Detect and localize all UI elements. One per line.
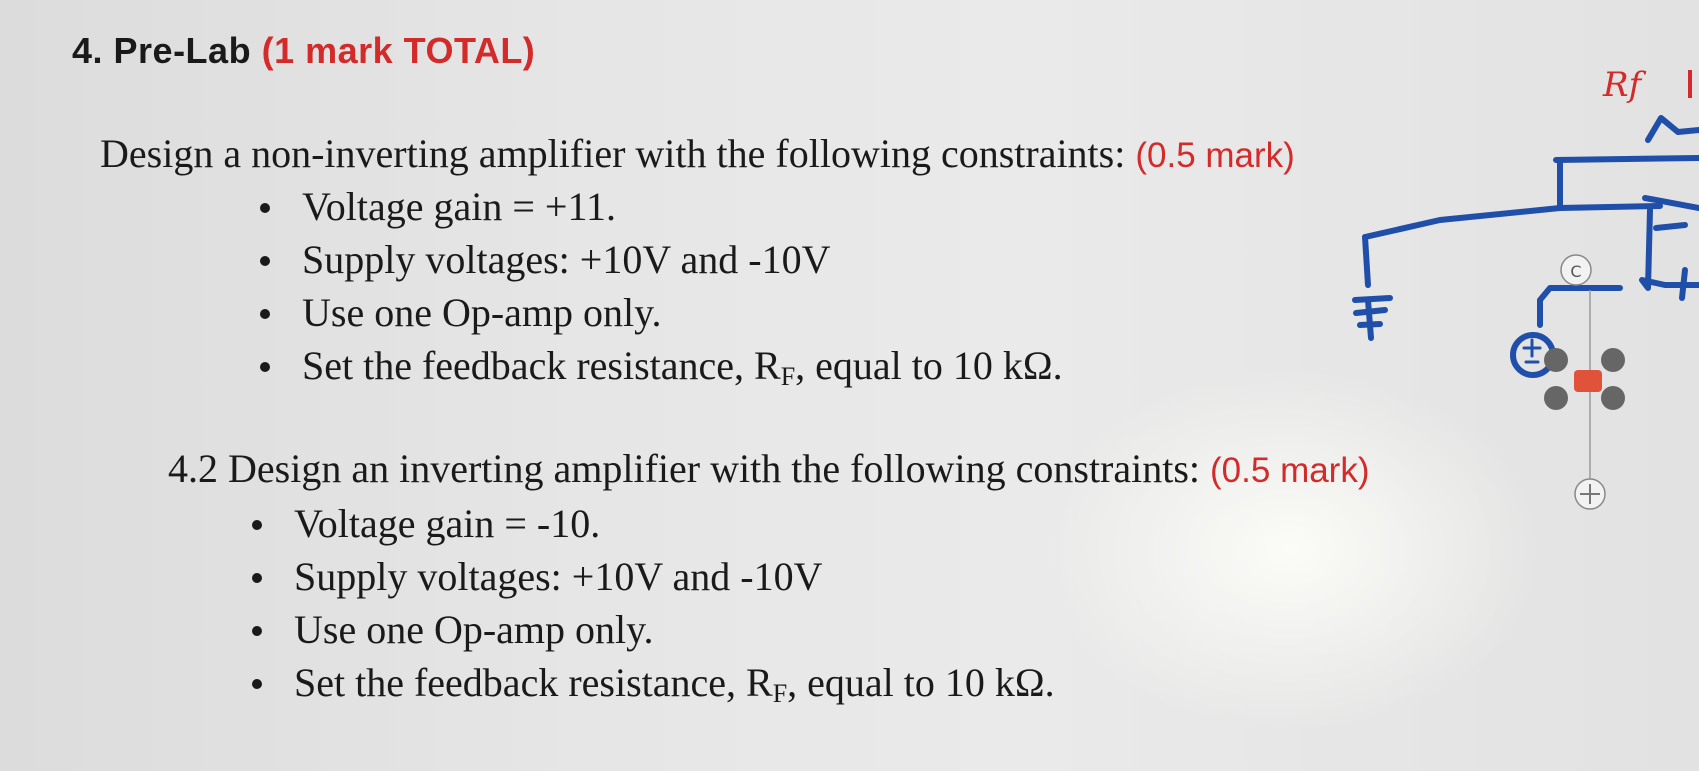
section2-title-text: 4.2 Design an inverting amplifier with the following constraints: xyxy=(168,446,1201,491)
resize-handle[interactable] xyxy=(1601,386,1625,410)
resistor-stroke xyxy=(1648,118,1699,140)
list-item: Voltage gain = +11. xyxy=(250,180,1063,233)
section2-title xyxy=(168,445,1370,492)
list-item: Supply voltages: +10V and -10V xyxy=(250,233,1063,286)
shape-anchor[interactable] xyxy=(1574,370,1602,392)
list-item: Use one Op-amp only. xyxy=(250,286,1063,339)
section1-list xyxy=(250,180,1063,392)
heading-mark: (1 mark TOTAL) xyxy=(261,30,536,71)
heading-number: 4. Pre-Lab xyxy=(72,30,252,71)
resize-handle[interactable] xyxy=(1544,386,1568,410)
blue-wires xyxy=(1355,118,1699,375)
resize-handle[interactable] xyxy=(1601,348,1625,372)
rotate-handle-label: C xyxy=(1570,262,1582,281)
section1-title-text: Design a non-inverting amplifier with the following constraints: xyxy=(100,131,1126,176)
handwritten-label: Rf xyxy=(1603,65,1642,105)
section1-mark: (0.5 mark) xyxy=(1135,136,1295,175)
page-heading xyxy=(72,30,535,72)
section2-mark: (0.5 mark) xyxy=(1210,451,1370,490)
resize-handle[interactable] xyxy=(1544,348,1568,372)
circuit-sketch[interactable] xyxy=(1300,50,1699,530)
selection-handles[interactable] xyxy=(1544,255,1625,509)
list-item: Supply voltages: +10V and -10V xyxy=(242,550,1055,603)
section2-list xyxy=(242,497,1055,709)
section1-title xyxy=(100,130,1295,177)
list-item: Voltage gain = -10. xyxy=(242,497,1055,550)
list-item: Set the feedback resistance, $R_F$, equal to 10 kΩ. xyxy=(250,339,1063,392)
list-item: Set the feedback resistance, $R_F$, equal to 10 kΩ. xyxy=(242,656,1055,709)
list-item: Use one Op-amp only. xyxy=(242,603,1055,656)
